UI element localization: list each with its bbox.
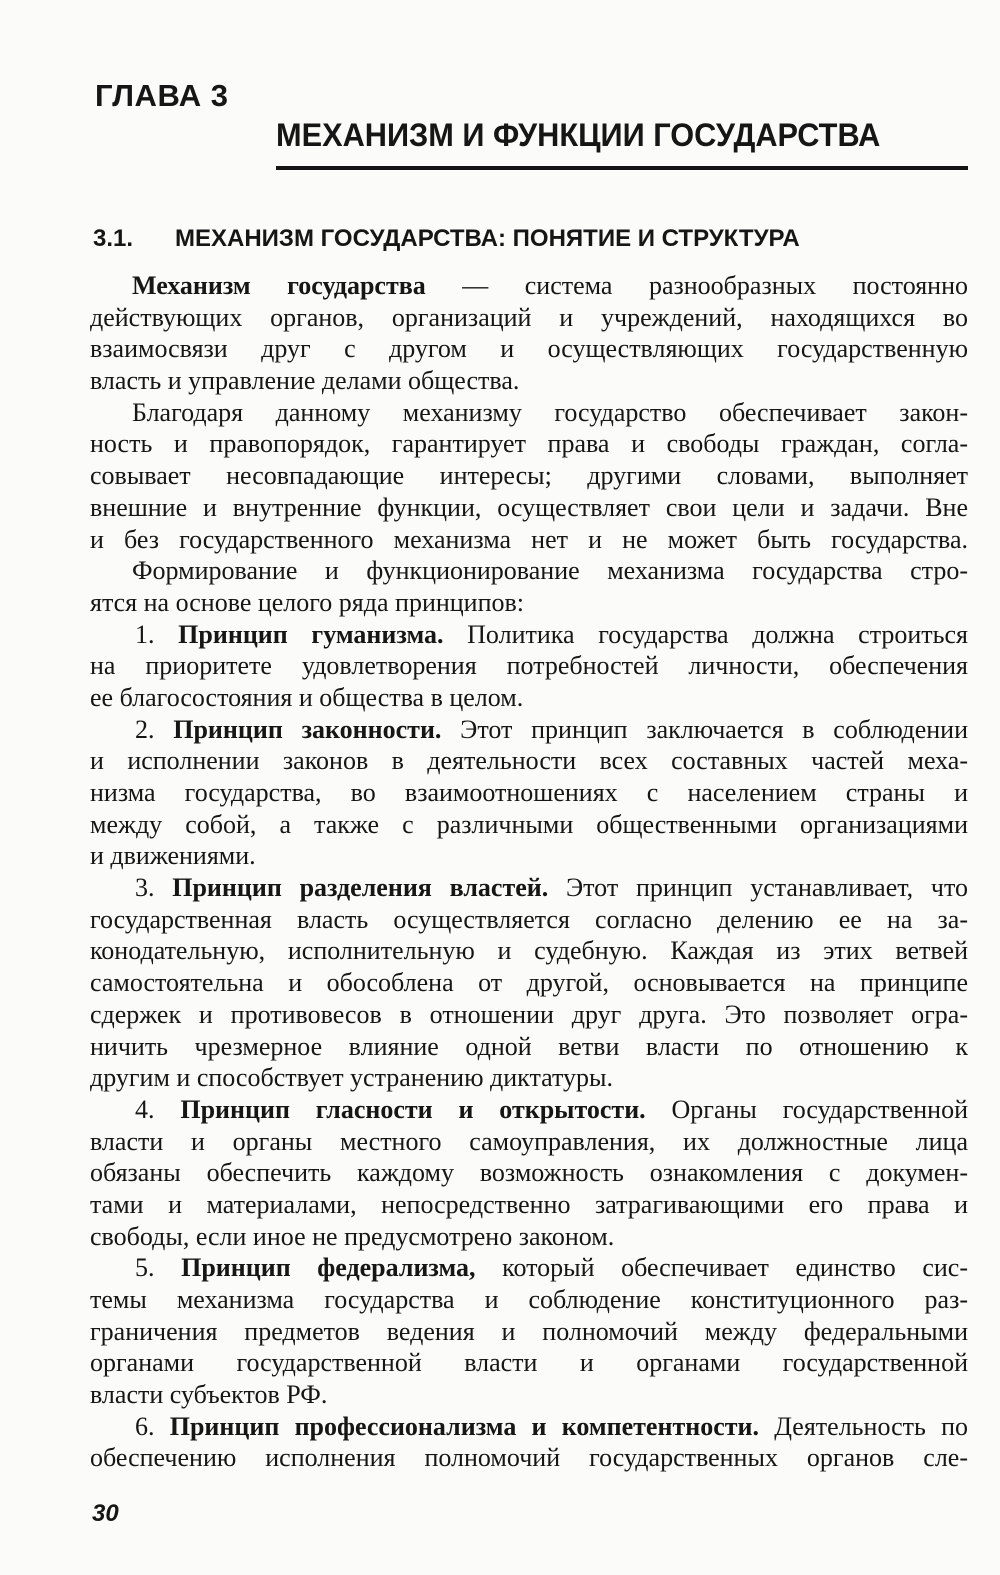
- text-line: [90, 365, 968, 397]
- text-line: [90, 1284, 968, 1316]
- line-text: и без государственного механизма нет и не может быть государства.: [90, 524, 968, 554]
- text-line: [90, 333, 968, 365]
- term-bold: Принцип профессионализма и компетентности.: [169, 1411, 759, 1441]
- line-text: — система разнообразных постоянно: [425, 271, 968, 300]
- line-text: Деятельность по: [759, 1411, 969, 1441]
- line-text: ятся на основе целого ряда принципов:: [90, 587, 525, 617]
- line-text: ничить чрезмерное влияние одной ветви власти по отношению к: [90, 1031, 968, 1061]
- line-text: и движениями.: [90, 841, 256, 871]
- text-line: [90, 1379, 968, 1411]
- text-line: [90, 302, 968, 334]
- text-line: [90, 1157, 968, 1189]
- item-number: 1.: [135, 619, 179, 649]
- line-text: который обеспечивает единство сис-: [475, 1253, 968, 1283]
- section-title: МЕХАНИЗМ ГОСУДАРСТВА: ПОНЯТИЕ И СТРУКТУРА: [175, 225, 800, 252]
- item-number: 5.: [135, 1253, 182, 1283]
- text-line: [90, 872, 968, 904]
- body-text: [90, 270, 968, 1474]
- line-text: Политика государства должна строиться: [443, 619, 969, 649]
- chapter-label: ГЛАВА 3: [95, 78, 229, 113]
- text-line: [90, 1094, 968, 1126]
- text-line: [90, 1062, 968, 1094]
- page-number: 30: [92, 1500, 119, 1527]
- text-line: [90, 840, 968, 872]
- line-text: тами и материалами, непосредственно затрагивающими его права и: [90, 1189, 968, 1219]
- line-text: другим и способствует устранению диктатуры.: [90, 1063, 613, 1093]
- item-number: 4.: [135, 1094, 181, 1124]
- text-line: [90, 460, 968, 492]
- line-text: власти и органы местного самоуправления, их должностные лица: [90, 1126, 968, 1156]
- text-line: [90, 492, 968, 524]
- line-text: обязаны обеспечить каждому возможность ознакомления с докумен-: [90, 1158, 968, 1188]
- term-bold: Принцип разделения властей.: [172, 873, 549, 903]
- term-bold: Принцип федерализма,: [181, 1253, 476, 1283]
- line-text: совывает несовпадающие интересы; другими словами, выполняет: [90, 461, 968, 491]
- line-text: сдержек и противовесов в отношении друг друга. Это позволяет огра-: [90, 999, 968, 1029]
- text-line: [90, 397, 968, 429]
- term-bold: Принцип законности.: [173, 714, 442, 744]
- text-line: [90, 587, 968, 619]
- text-line: [90, 1126, 968, 1158]
- text-line: [90, 1347, 968, 1379]
- line-text: свободы, если иное не предусмотрено законом.: [90, 1221, 615, 1251]
- term-bold: Принцип гласности и открытости.: [180, 1094, 646, 1124]
- line-text: действующих органов, организаций и учреждений, находящихся во: [90, 302, 968, 332]
- line-text: власть и управление делами общества.: [90, 366, 520, 396]
- term-bold: Механизм государства: [132, 271, 426, 300]
- line-text: Благодаря данному механизму государство обеспечивает закон-: [132, 397, 968, 427]
- text-line: [90, 1189, 968, 1221]
- text-line: [90, 270, 968, 302]
- item-number: 2.: [135, 714, 174, 744]
- chapter-title: МЕХАНИЗМ И ФУНКЦИИ ГОСУДАРСТВА: [276, 117, 881, 153]
- line-text: и исполнении законов в деятельности всех составных частей меха-: [90, 746, 968, 776]
- line-text: темы механизма государства и соблюдение конституционного раз-: [90, 1285, 968, 1314]
- line-text: взаимосвязи друг с другом и осуществляющих государственную: [90, 334, 968, 364]
- line-text: органами государственной власти и органами государственной: [90, 1348, 968, 1378]
- line-text: обеспечению исполнения полномочий государственных органов сле-: [90, 1443, 968, 1473]
- line-text: ность и правопорядок, гарантирует права и свободы граждан, согла-: [90, 429, 968, 459]
- text-line: [90, 1411, 968, 1443]
- item-number: 3.: [135, 873, 173, 903]
- text-line: [90, 1442, 968, 1474]
- text-line: [90, 904, 968, 936]
- line-text: внешние и внутренние функции, осуществляет свои цели и задачи. Вне: [90, 492, 968, 522]
- text-line: [90, 967, 968, 999]
- line-text: Органы государственной: [645, 1094, 969, 1124]
- item-number: 6.: [135, 1411, 170, 1441]
- text-line: [90, 714, 968, 746]
- text-line: [90, 524, 968, 556]
- line-text: низма государства, во взаимоотношениях с населением страны и: [90, 778, 968, 807]
- term-bold: Принцип гуманизма.: [178, 619, 444, 649]
- line-text: государственная власть осуществляется согласно делению ее на за-: [90, 904, 968, 934]
- text-line: [90, 682, 968, 714]
- section-number: 3.1.: [93, 225, 134, 252]
- text-line: [90, 935, 968, 967]
- line-text: власти субъектов РФ.: [90, 1380, 328, 1410]
- line-text: Этот принцип заключается в соблюдении: [441, 714, 968, 744]
- line-text: Этот принцип устанавливает, что: [548, 873, 968, 903]
- text-line: [90, 777, 968, 809]
- text-line: [90, 555, 968, 587]
- text-line: [90, 428, 968, 460]
- text-line: [90, 745, 968, 777]
- text-line: [90, 809, 968, 841]
- text-line: [90, 650, 968, 682]
- text-line: [90, 999, 968, 1031]
- line-text: ее благосостояния и общества в целом.: [90, 682, 524, 712]
- text-line: [90, 1221, 968, 1253]
- text-line: [90, 1031, 968, 1063]
- text-line: [90, 1252, 968, 1284]
- title-rule: [276, 166, 968, 170]
- line-text: конодательную, исполнительную и судебную. Каждая из этих ветвей: [90, 936, 968, 966]
- line-text: Формирование и функционирование механизма государства стро-: [132, 556, 968, 586]
- text-line: [90, 619, 968, 651]
- line-text: граничения предметов ведения и полномочий между федеральными: [90, 1316, 968, 1346]
- line-text: на приоритете удовлетворения потребностей личности, обеспечения: [90, 651, 968, 681]
- text-line: [90, 1316, 968, 1348]
- line-text: самостоятельна и обособлена от другой, основывается на принципе: [90, 968, 968, 998]
- line-text: между собой, а также с различными общественными организациями: [90, 809, 968, 839]
